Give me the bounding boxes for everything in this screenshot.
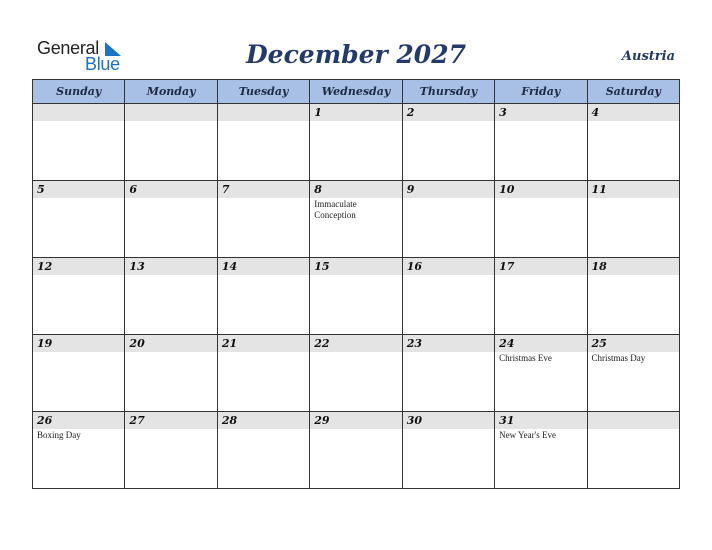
day-cell (217, 258, 309, 335)
day-number: 16 (403, 258, 494, 275)
holiday-label: New Year's Eve (499, 430, 556, 440)
day-cell (217, 335, 309, 412)
day-number: 3 (495, 104, 586, 121)
weekday-header-sunday: Sunday (33, 80, 125, 104)
logo-word-general: General (37, 38, 99, 58)
day-number (125, 104, 216, 121)
day-cell (495, 412, 587, 489)
day-cell (33, 412, 125, 489)
week-row (33, 412, 680, 489)
holiday-label (495, 275, 586, 276)
day-cell (33, 335, 125, 412)
day-number: 2 (403, 104, 494, 121)
day-cell (125, 412, 217, 489)
holiday-label (125, 198, 216, 199)
day-cell (402, 258, 494, 335)
day-cell (402, 181, 494, 258)
holiday-label: Christmas Eve (499, 353, 552, 363)
calendar-grid (32, 79, 680, 489)
week-row (33, 104, 680, 181)
day-cell (310, 181, 402, 258)
day-cell (217, 104, 309, 181)
holiday-label (310, 352, 401, 353)
day-cell (310, 258, 402, 335)
holiday-label (403, 429, 494, 430)
day-cell (33, 181, 125, 258)
day-cell (587, 104, 679, 181)
holiday-label (495, 121, 586, 122)
holiday-label (218, 275, 309, 276)
holiday-label (403, 198, 494, 199)
day-cell (402, 335, 494, 412)
day-number: 1 (310, 104, 401, 121)
day-number: 15 (310, 258, 401, 275)
day-number: 29 (310, 412, 401, 429)
day-number: 9 (403, 181, 494, 198)
day-cell (33, 104, 125, 181)
day-number: 31 (495, 412, 586, 429)
holiday-label: Boxing Day (37, 430, 81, 440)
day-number: 25 (588, 335, 679, 352)
day-number: 27 (125, 412, 216, 429)
day-cell (33, 258, 125, 335)
day-cell (217, 412, 309, 489)
day-cell (125, 258, 217, 335)
holiday-label (218, 352, 309, 353)
day-cell (495, 104, 587, 181)
day-number: 7 (218, 181, 309, 198)
day-number (33, 104, 124, 121)
day-cell (402, 104, 494, 181)
day-number: 11 (588, 181, 679, 198)
holiday-label (588, 121, 679, 122)
day-cell (587, 412, 679, 489)
day-cell (125, 104, 217, 181)
day-number: 8 (310, 181, 401, 198)
holiday-label (218, 429, 309, 430)
day-number: 23 (403, 335, 494, 352)
day-cell (402, 412, 494, 489)
day-number: 12 (33, 258, 124, 275)
day-number: 26 (33, 412, 124, 429)
weekday-header-friday: Friday (495, 80, 587, 104)
day-cell (310, 335, 402, 412)
country-label: Austria (621, 49, 675, 64)
weekday-header-row (33, 80, 680, 104)
holiday-label (588, 275, 679, 276)
day-number (588, 412, 679, 429)
holiday-label (125, 121, 216, 122)
holiday-label (125, 352, 216, 353)
day-number: 5 (33, 181, 124, 198)
day-number: 20 (125, 335, 216, 352)
day-number: 13 (125, 258, 216, 275)
holiday-label (33, 121, 124, 122)
holiday-label (403, 275, 494, 276)
day-number: 6 (125, 181, 216, 198)
day-number: 19 (33, 335, 124, 352)
day-cell (495, 335, 587, 412)
day-number (218, 104, 309, 121)
holiday-label (310, 429, 401, 430)
weekday-header-tuesday: Tuesday (217, 80, 309, 104)
week-row (33, 258, 680, 335)
weekday-header-wednesday: Wednesday (310, 80, 402, 104)
day-cell (125, 181, 217, 258)
holiday-label (310, 121, 401, 122)
weekday-header-monday: Monday (125, 80, 217, 104)
logo-word-blue: Blue (85, 54, 120, 74)
day-cell (495, 258, 587, 335)
holiday-label (33, 352, 124, 353)
day-number: 18 (588, 258, 679, 275)
day-number: 17 (495, 258, 586, 275)
holiday-label (495, 198, 586, 199)
day-cell (587, 335, 679, 412)
holiday-label: Christmas Day (591, 353, 646, 363)
day-number: 22 (310, 335, 401, 352)
day-cell (495, 181, 587, 258)
day-number: 14 (218, 258, 309, 275)
holiday-label (33, 198, 124, 199)
page-title: December 2027 (245, 40, 466, 69)
holiday-label (218, 198, 309, 199)
holiday-label: Immaculate Conception (314, 199, 357, 220)
day-cell (310, 104, 402, 181)
day-number: 4 (588, 104, 679, 121)
holiday-label (588, 429, 679, 430)
weekday-header-thursday: Thursday (402, 80, 494, 104)
holiday-label (588, 198, 679, 199)
day-number: 30 (403, 412, 494, 429)
holiday-label (33, 275, 124, 276)
holiday-label (310, 275, 401, 276)
week-row (33, 181, 680, 258)
holiday-label (125, 429, 216, 430)
holiday-label (218, 121, 309, 122)
day-number: 24 (495, 335, 586, 352)
holiday-label (125, 275, 216, 276)
day-cell (310, 412, 402, 489)
day-cell (587, 258, 679, 335)
holiday-label (403, 352, 494, 353)
day-number: 10 (495, 181, 586, 198)
holiday-label (403, 121, 494, 122)
day-number: 28 (218, 412, 309, 429)
day-cell (217, 181, 309, 258)
weekday-header-saturday: Saturday (587, 80, 679, 104)
week-row (33, 335, 680, 412)
day-number: 21 (218, 335, 309, 352)
day-cell (125, 335, 217, 412)
day-cell (587, 181, 679, 258)
